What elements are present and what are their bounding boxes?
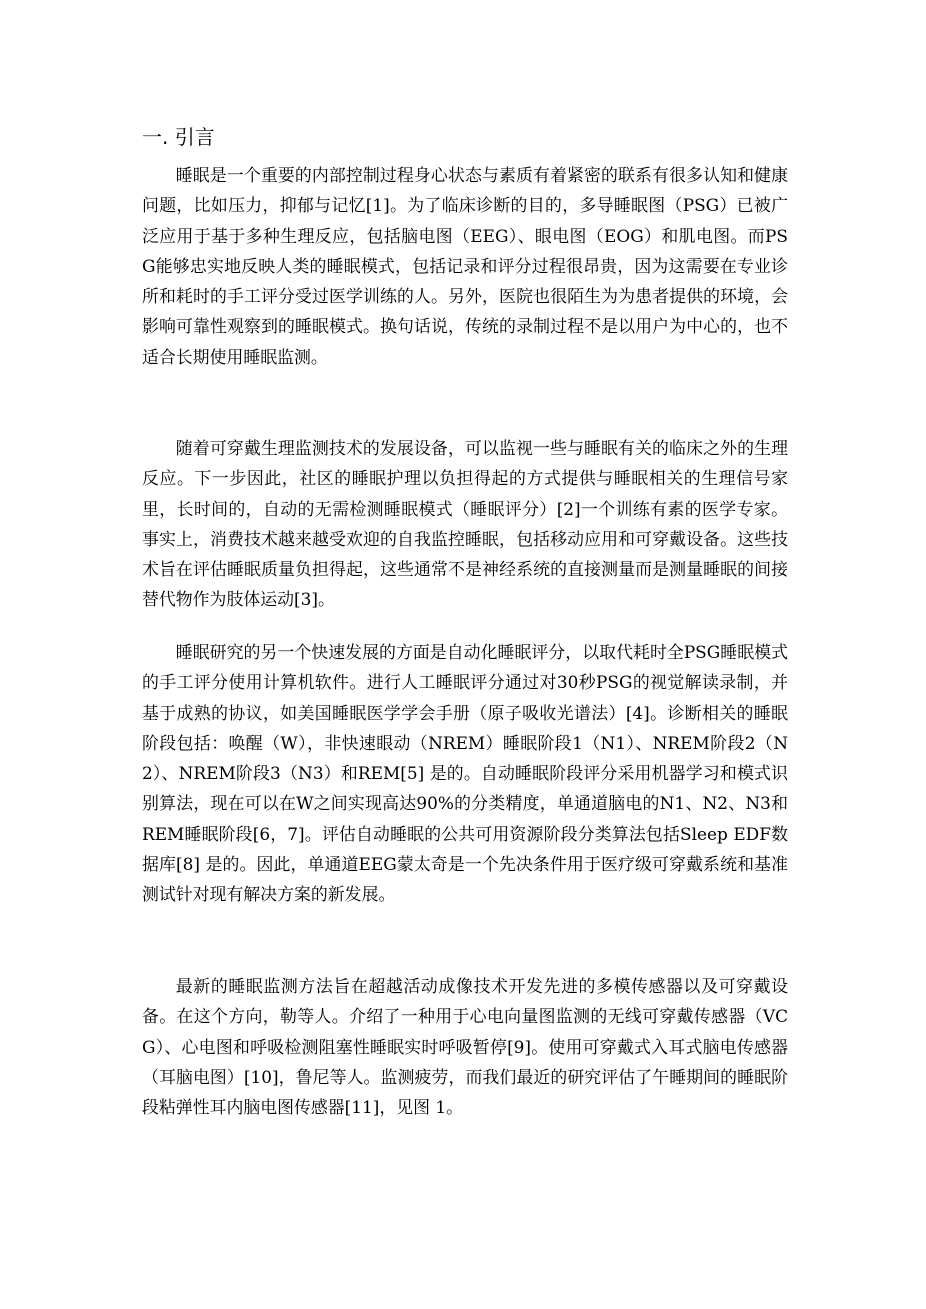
paragraph-wearable-monitoring: 随着可穿戴生理监测技术的发展设备，可以监视一些与睡眠有关的临床之外的生理反应。下一步因此，社区的睡眠护理以负担得起的方式提供与睡眠相关的生理信号家里，长时间的，自动的无需检测睡眠模式（睡眠评分）[2]一个训练有素的医学专家。事实上，消费技术越来越受欢迎的自我监控睡眠，包括移动应用和可穿戴设备。这些技术旨在评估睡眠质量负担得起，这些通常不是神经系统的直接测量而是测量睡眠的间接替代物作为肢体运动[3]。 xyxy=(142,438,788,610)
paragraph-automatic-scoring: 睡眠研究的另一个快速发展的方面是自动化睡眠评分，以取代耗时全PSG睡眠模式的手工评分使用计算机软件。进行人工睡眠评分通过对30秒PSG的视觉解读录制，并基于成熟的协议，如美国睡眠医学学会手册（原子吸收光谱法）[4]。诊断相关的睡眠阶段包括：唤醒（W），非快速眼动（NREM）睡眠阶段1（N1）、NREM阶段2（N2）、NREM阶段3（N3）和REM[5] 是的。自动睡眠阶段评分采用机器学习和模式识别算法，现在可以在W之间实现高达90%的分类精度，单通道脑电的N1、N2、N3和REM睡眠阶段[6，7]。评估自动睡眠的公共可用资源阶段分类算法包括Sleep EDF数据库[8] 是的。因此，单通道EEG蒙太奇是一个先决条件用于医疗级可穿戴系统和基准测试针对现有解决方案的新发展。 xyxy=(142,642,788,905)
paragraph-sleep-importance: 睡眠是一个重要的内部控制过程身心状态与素质有着紧密的联系有很多认知和健康问题，比如压力，抑郁与记忆[1]。为了临床诊断的目的，多导睡眠图（PSG）已被广泛应用于基于多种生理反应，包括脑电图（EEG）、眼电图（EOG）和肌电图。而PSG能够忠实地反映人类的睡眠模式，包括记录和评分过程很昂贵，因为这需要在专业诊所和耗时的手工评分受过医学训练的人。另外，医院也很陌生为为患者提供的环境，会影响可靠性观察到的睡眠模式。换句话说，传统的录制过程不是以用户为中心的，也不适合长期使用睡眠监测。 xyxy=(142,165,788,367)
paragraph-recent-methods: 最新的睡眠监测方法旨在超越活动成像技术开发先进的多模传感器以及可穿戴设备。在这个方向，勒等人。介绍了一种用于心电向量图监测的无线可穿戴传感器（VCG）、心电图和呼吸检测阻塞性睡眠实时呼吸暂停[9]。使用可穿戴式入耳式脑电传感器（耳脑电图）[10]，鲁尼等人。监测疲劳，而我们最近的研究评估了午睡期间的睡眠阶段粘弹性耳内脑电图传感器[11]，见图 1。 xyxy=(142,976,788,1118)
section-heading: 一. 引言 xyxy=(142,125,215,149)
